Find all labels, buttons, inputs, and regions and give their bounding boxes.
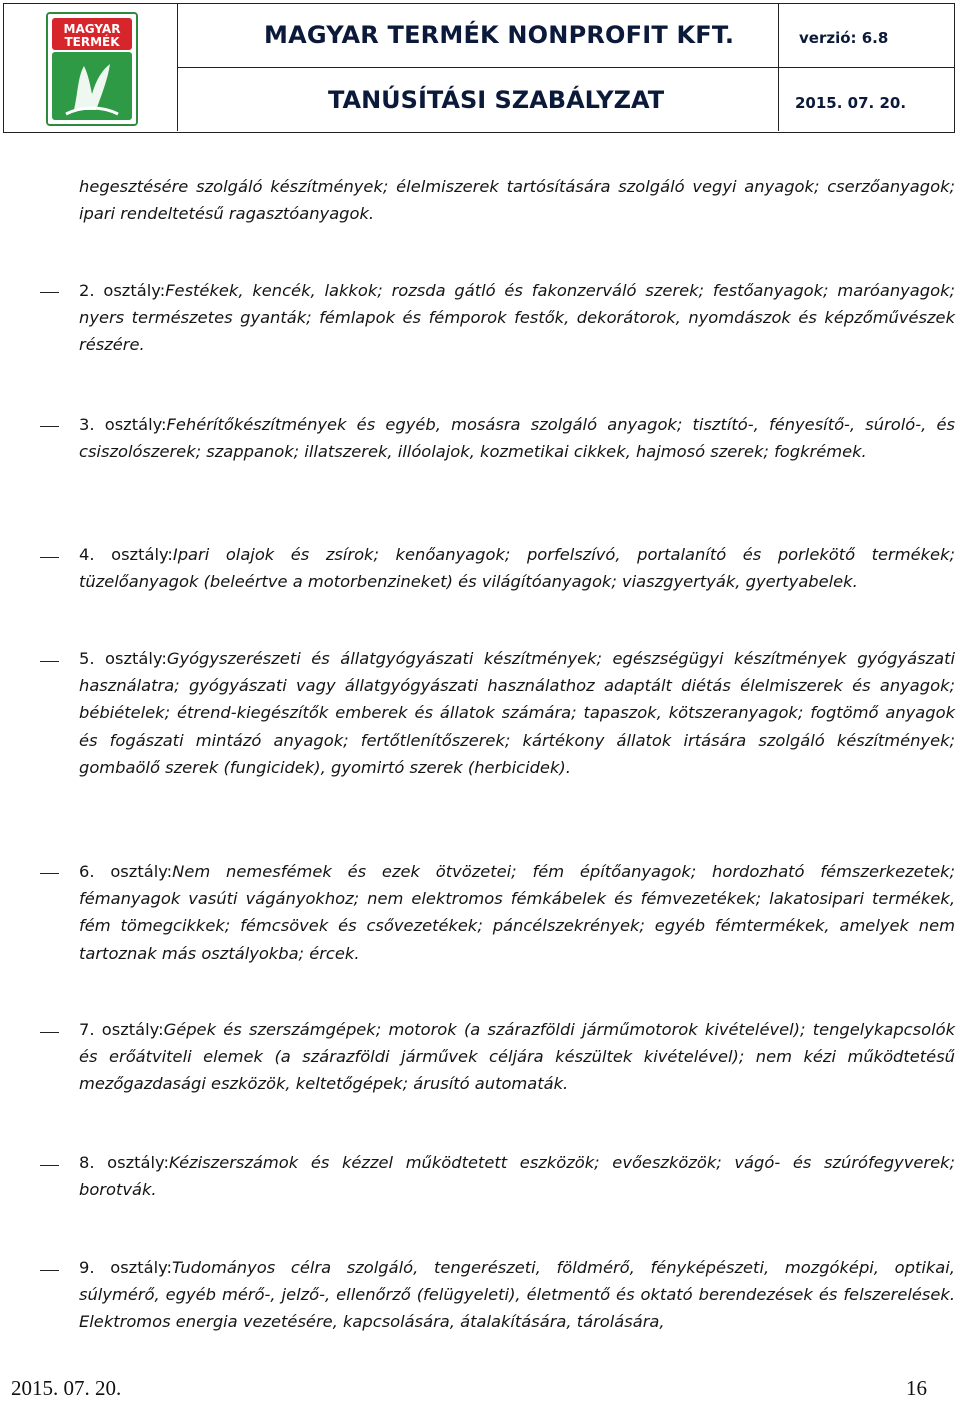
- class-text: Nem nemesfémek és ezek ötvözetei; fém építőanyagok; hordozható fémszerkezetek; fémanyagok vasúti vágányokhoz; nem elektromos fémkábelek és fémvezetékek; lakatosipari termékek, fém tömegcikkek; fémcsövek és csővezetékek; páncélszekrények; egyéb fémtermékek, amelyek nem tartoznak más osztályokba; ércek.: [79, 862, 955, 963]
- company-row: [178, 4, 778, 68]
- logo-cell: [4, 4, 178, 131]
- class-item-4: [79, 541, 955, 595]
- logo-graphic: [48, 14, 136, 124]
- class-text: Fehérítőkészítmények és egyéb, mosásra szolgáló anyagok; tisztító-, fényesítő-, súroló-, és csiszolószerek; szappanok; illatszerek, illóolajok, kozmetikai cikkek, hajmosó szerek; fogkrémek.: [79, 415, 955, 462]
- class-text: Tudományos célra szolgáló, tengerészeti, földmérő, fényképészeti, mozgóképi, optikai, súlymérő, egyéb mérő-, jelző-, ellenőrző (felügyeleti), életmentő és oktató berendezések és felszerelések. Elektromos energia vezetésére, kapcsolására, átalakítására, tárolására,: [79, 1258, 955, 1332]
- version-label: verzió: 6.8: [799, 29, 889, 47]
- class-item-9: [79, 1254, 955, 1336]
- class-item-5: [79, 645, 955, 781]
- svg-text:MAGYAR: MAGYAR: [63, 22, 121, 36]
- class-item-6: [79, 858, 955, 967]
- document-title: TANÚSÍTÁSI SZABÁLYZAT: [328, 86, 665, 114]
- svg-text:TERMÉK: TERMÉK: [64, 35, 120, 49]
- list-dash: [40, 426, 59, 427]
- class-text: Kéziszerszámok és kézzel működtetett eszközök; evőeszközök; vágó- és szúrófegyverek; borotvák.: [79, 1153, 955, 1200]
- class-label: 4. osztály:: [79, 545, 173, 564]
- list-dash: [40, 1270, 59, 1271]
- class-label: 2. osztály:: [79, 281, 166, 300]
- footer-date: 2015. 07. 20.: [11, 1376, 122, 1400]
- document-header: [3, 3, 955, 133]
- class-text: Gyógyszerészeti és állatgyógyászati készítmények; egészségügyi készítmények gyógyászati használatra; gyógyászati vagy állatgyógyászati használathoz adaptált diétás élelmiszerek és anyagok; bébiételek; étrend-kiegészítők emberek és állatok számára; tapaszok, kötszeranyagok; fogtömő anyagok és fogászati mintázó anyagok; fertőtlenítőszerek; kártékony állatok irtására szolgáló készítmények; gombaölő szerek (fungicidek), gyomirtó szerek (herbicidek).: [79, 649, 955, 777]
- title-cell: [178, 4, 778, 131]
- class-label: 5. osztály:: [79, 649, 167, 668]
- class-text: Festékek, kencék, lakkok; rozsda gátló és fakonzerváló szerek; festőanyagok; maróanyagok; nyers természetes gyanták; fémlapok és fémporok festők, dekorátorok, nyomdászok és képzőművészek részére.: [79, 281, 955, 355]
- class-item-2: [79, 277, 955, 359]
- list-dash: [40, 1165, 59, 1166]
- company-name: MAGYAR TERMÉK NONPROFIT KFT.: [264, 21, 735, 49]
- page-number: 16: [906, 1376, 927, 1400]
- class-item-8: [79, 1149, 955, 1203]
- list-dash: [40, 292, 59, 293]
- class-label: 7. osztály:: [79, 1020, 164, 1039]
- meta-cell: [778, 4, 953, 131]
- class-label: 8. osztály:: [79, 1153, 169, 1172]
- header-date: 2015. 07. 20.: [795, 94, 907, 112]
- intro-paragraph: hegesztésére szolgáló készítmények; élelmiszerek tartósítására szolgáló vegyi anyagok; cserzőanyagok; ipari rendeltetésű ragasztóanyagok.: [79, 177, 955, 224]
- list-dash: [40, 873, 59, 874]
- class-item-3: [79, 411, 955, 465]
- class-label: 3. osztály:: [79, 415, 167, 434]
- class-label: 9. osztály:: [79, 1258, 173, 1277]
- class-text: Gépek és szerszámgépek; motorok (a szárazföldi járműmotorok kivételével); tengelykapcsolók és erőátviteli elemek (a szárazföldi járművek céljára készültek kivételével); nem kézi működtetésű mezőgazdasági eszközök, keltetőgépek; árusító automaták.: [79, 1020, 955, 1094]
- version-row: [779, 4, 954, 68]
- class-label: 6. osztály:: [79, 862, 173, 881]
- list-dash: [40, 557, 59, 558]
- list-dash: [40, 1032, 59, 1033]
- class-item-7: [79, 1016, 955, 1098]
- magyar-termek-logo: [46, 12, 138, 126]
- class-text: Ipari olajok és zsírok; kenőanyagok; porfelszívó, portalanító és porlekötő termékek; tüzelőanyagok (beleértve a motorbenzineket) és világítóanyagok; viaszgyertyák, gyertyabelek.: [79, 545, 955, 592]
- list-dash: [40, 661, 59, 662]
